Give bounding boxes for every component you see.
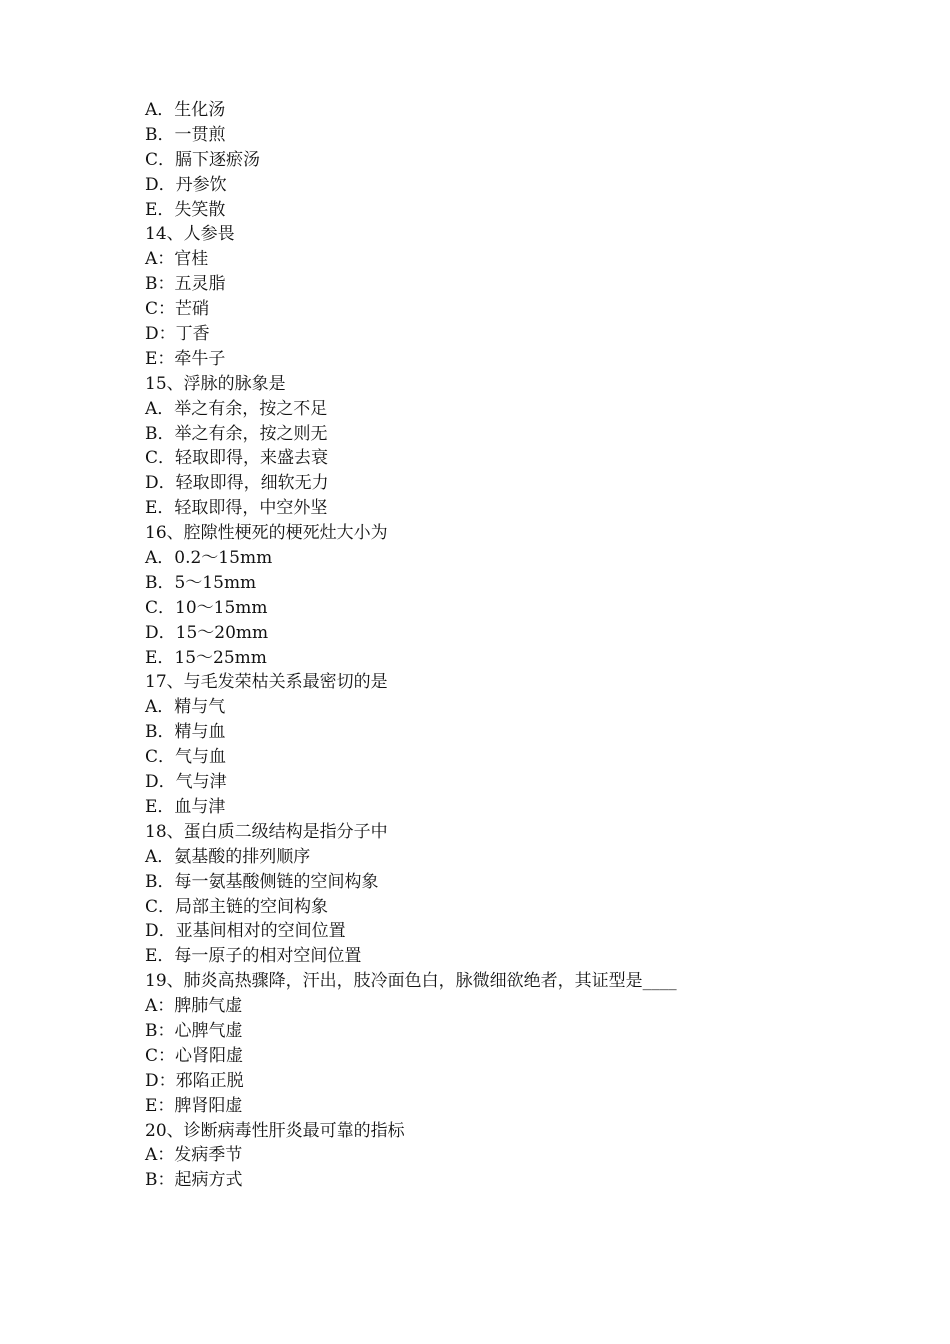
answer-option: E．轻取即得，中空外坚 (145, 498, 328, 519)
answer-option: C．10～15mm (145, 597, 268, 618)
answer-option: D．15～20mm (145, 622, 269, 643)
answer-option: D．气与津 (145, 772, 227, 793)
question-stem: 15、浮脉的脉象是 (145, 373, 286, 394)
answer-option: A：发病季节 (145, 1145, 243, 1166)
answer-option: B．举之有余，按之则无 (145, 423, 328, 444)
answer-option: A．举之有余，按之不足 (145, 398, 328, 419)
answer-option: B．每一氨基酸侧链的空间构象 (145, 871, 379, 892)
answer-option: C．膈下逐瘀汤 (145, 149, 261, 170)
answer-option: C：芒硝 (145, 299, 210, 320)
question-stem: 16、腔隙性梗死的梗死灶大小为 (145, 523, 388, 544)
answer-option: D：邪陷正脱 (145, 1070, 244, 1091)
question-stem: 18、蛋白质二级结构是指分子中 (145, 821, 388, 842)
document-body (145, 98, 845, 1193)
answer-option: D．亚基间相对的空间位置 (145, 921, 346, 942)
answer-option: B：心脾气虚 (145, 1020, 243, 1041)
answer-option: C：心肾阳虚 (145, 1045, 244, 1066)
answer-option: B．一贯煎 (145, 124, 226, 145)
answer-option: E．失笑散 (145, 199, 226, 220)
answer-option: A．生化汤 (145, 100, 226, 120)
answer-option: E：牵牛子 (145, 348, 226, 369)
answer-option: A．精与气 (145, 697, 226, 718)
answer-option: B．精与血 (145, 722, 226, 743)
question-stem: 20、诊断病毒性肝炎最可靠的指标 (145, 1120, 405, 1141)
question-stem: 17、与毛发荣枯关系最密切的是 (145, 672, 388, 693)
answer-option: B：五灵脂 (145, 274, 226, 295)
answer-option: C．气与血 (145, 747, 227, 768)
answer-option: B．5～15mm (145, 572, 257, 593)
answer-option: E．每一原子的相对空间位置 (145, 946, 362, 967)
answer-option: C．轻取即得，来盛去衰 (145, 448, 329, 469)
answer-option: E．血与津 (145, 796, 226, 817)
answer-option: E．15～25mm (145, 647, 267, 668)
answer-option: E：脾肾阳虚 (145, 1095, 243, 1116)
answer-option: C．局部主链的空间构象 (145, 896, 329, 917)
answer-option: A．氨基酸的排列顺序 (145, 846, 311, 867)
answer-option: B：起病方式 (145, 1170, 243, 1191)
answer-option: A：脾肺气虚 (145, 996, 243, 1017)
question-stem: 14、人参畏 (145, 224, 235, 245)
answer-option: A：官桂 (145, 249, 209, 270)
answer-option: D．丹参饮 (145, 174, 227, 195)
answer-option: D．轻取即得，细软无力 (145, 473, 329, 494)
answer-option: A．0.2～15mm (145, 548, 273, 569)
answer-option: D：丁香 (145, 324, 210, 345)
question-stem: 19、肺炎高热骤降，汗出，肢冷面色白，脉微细欲绝者，其证型是____ (145, 971, 677, 992)
